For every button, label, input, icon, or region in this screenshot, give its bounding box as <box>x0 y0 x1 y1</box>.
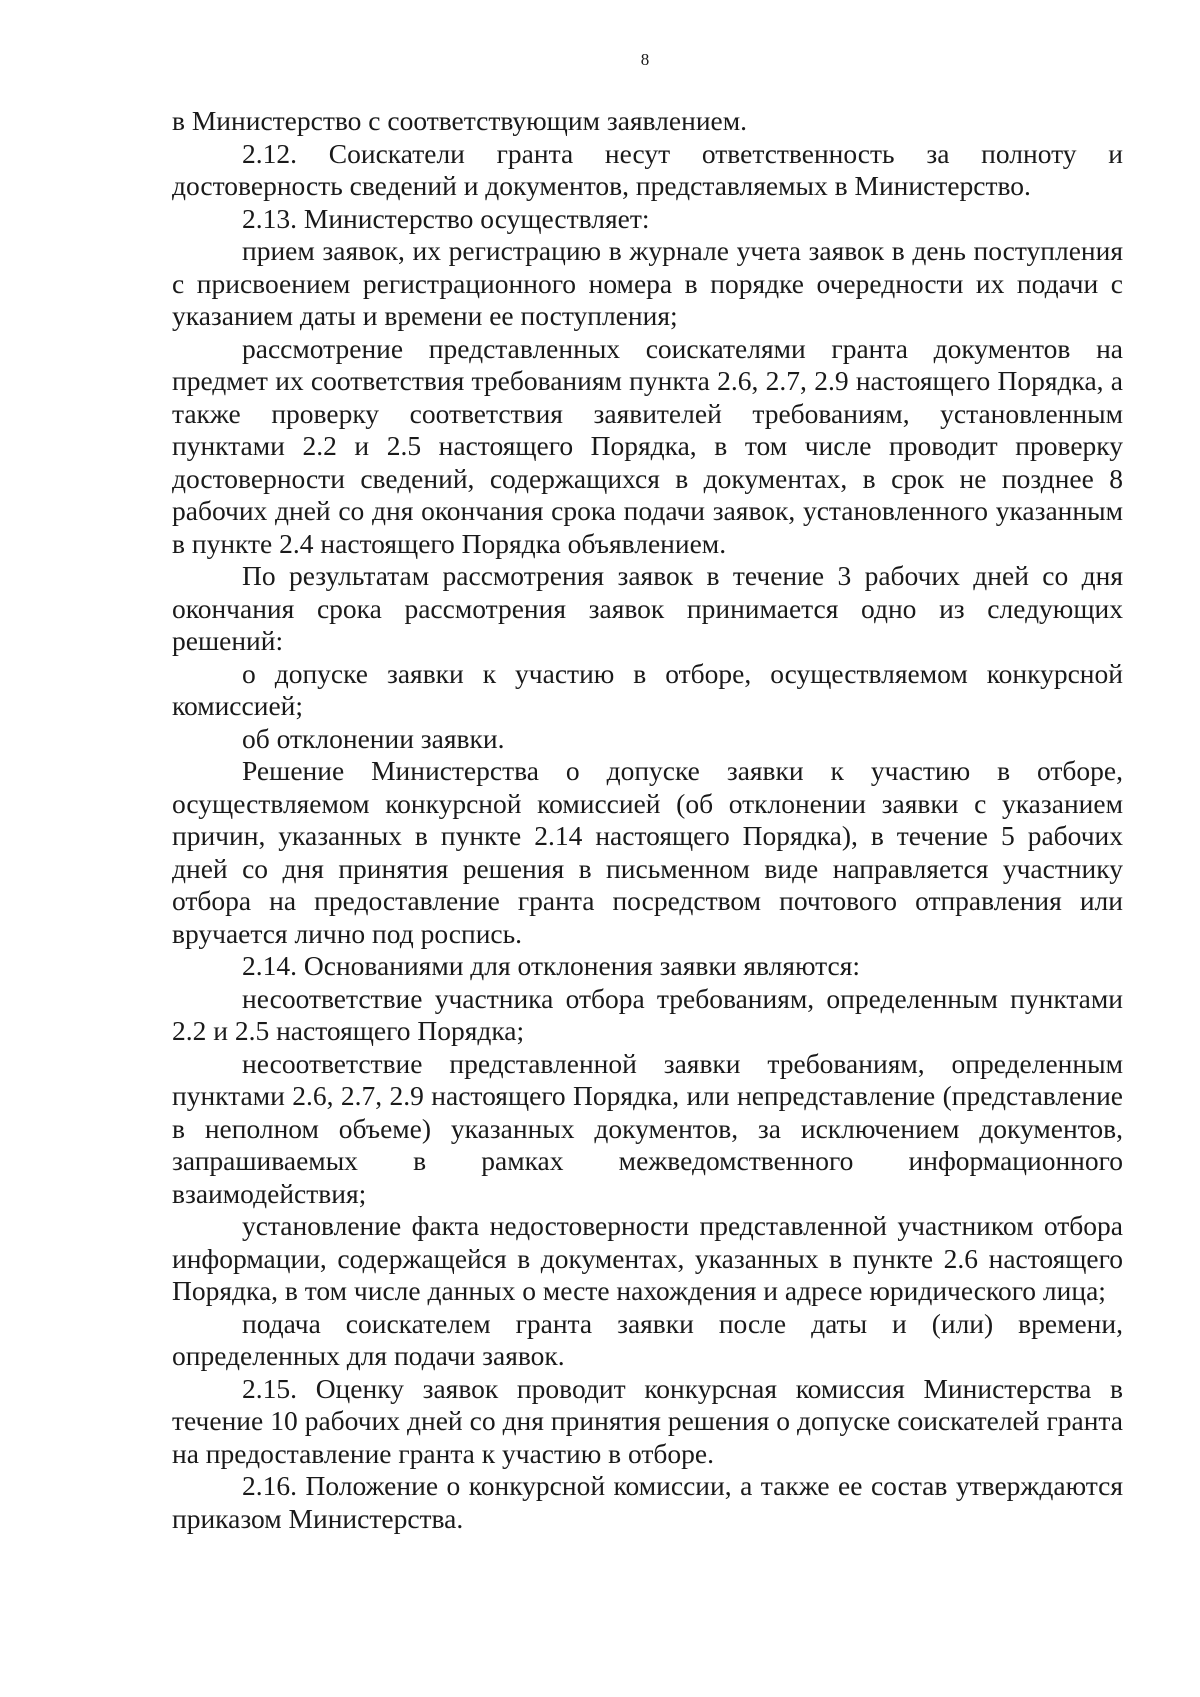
paragraph-2-15: 2.15. Оценку заявок проводит конкурсная комиссия Министерства в течение 10 рабочих дней со дня принятия решения о допуске соискателей гранта на предоставление гранта к участию в отборе. <box>172 1372 1123 1469</box>
paragraph-2-12: 2.12. Соискатели гранта несут ответственность за полноту и достоверность сведений и документов, представляемых в Министерство. <box>172 137 1123 201</box>
paragraph: По результатам рассмотрения заявок в течение 3 рабочих дней со дня окончания срока рассмотрения заявок принимается одно из следующих решений: <box>172 560 1123 656</box>
paragraph-item: об отклонении заявки. <box>242 722 505 754</box>
paragraph-item: несоответствие участника отбора требованиям, определенным пунктами 2.2 и 2.5 настоящего Порядка; <box>172 982 1123 1046</box>
paragraph-item: прием заявок, их регистрацию в журнале учета заявок в день поступления с присвоением регистрационного номера в порядке очередности их подачи с указанием даты и времени ее поступления; <box>172 235 1123 331</box>
paragraph-item: рассмотрение представленных соискателями гранта документов на предмет их соответствия требованиям пункта 2.6, 2.7, 2.9 настоящего Порядка, а также проверку соответствия заявителей требованиям, установленным пунктами 2.2 и 2.5 настоящего Порядка, в том числе проводит проверку достоверности сведений, содержащихся в документах, в срок не позднее 8 рабочих дней со дня окончания срока подачи заявок, установленного указанным в пункте 2.4 настоящего Порядка объявлением. <box>172 332 1123 559</box>
paragraph-item: несоответствие представленной заявки требованиям, определенным пунктами 2.6, 2.7, 2.9 настоящего Порядка, или непредставление (представление в неполном объеме) указанных документов, за исключением документов, запрашиваемых в рамках межведомственного информационного взаимодействия; <box>172 1047 1123 1209</box>
paragraph-2-14: 2.14. Основаниями для отклонения заявки являются: <box>242 950 860 981</box>
paragraph-item: подача соискателем гранта заявки после даты и (или) времени, определенных для подачи заявок. <box>172 1307 1123 1371</box>
document-body <box>172 105 1123 1535</box>
paragraph: Решение Министерства о допуске заявки к участию в отборе, осуществляемом конкурсной комиссией (об отклонении заявки с указанием причин, указанных в пункте 2.14 настоящего Порядка), в течение 5 рабочих дней со дня принятия решения в письменном виде направляется участнику отбора на предоставление гранта посредством почтового отправления или вручается лично под роспись. <box>172 755 1123 949</box>
paragraph-2-16: 2.16. Положение о конкурсной комиссии, а также ее состав утверждаются приказом Министерства. <box>172 1470 1123 1534</box>
page-number: 8 <box>640 50 650 69</box>
paragraph-item: установление факта недостоверности представленной участником отбора информации, содержащейся в документах, указанных в пункте 2.6 настоящего Порядка, в том числе данных о месте нахождения и адресе юридического лица; <box>172 1210 1123 1306</box>
paragraph-2-13: 2.13. Министерство осуществляет: <box>242 202 650 234</box>
paragraph-continuation: в Министерство с соответствующим заявлением. <box>172 105 748 136</box>
paragraph-item: о допуске заявки к участию в отборе, осуществляемом конкурсной комиссией; <box>172 657 1123 721</box>
